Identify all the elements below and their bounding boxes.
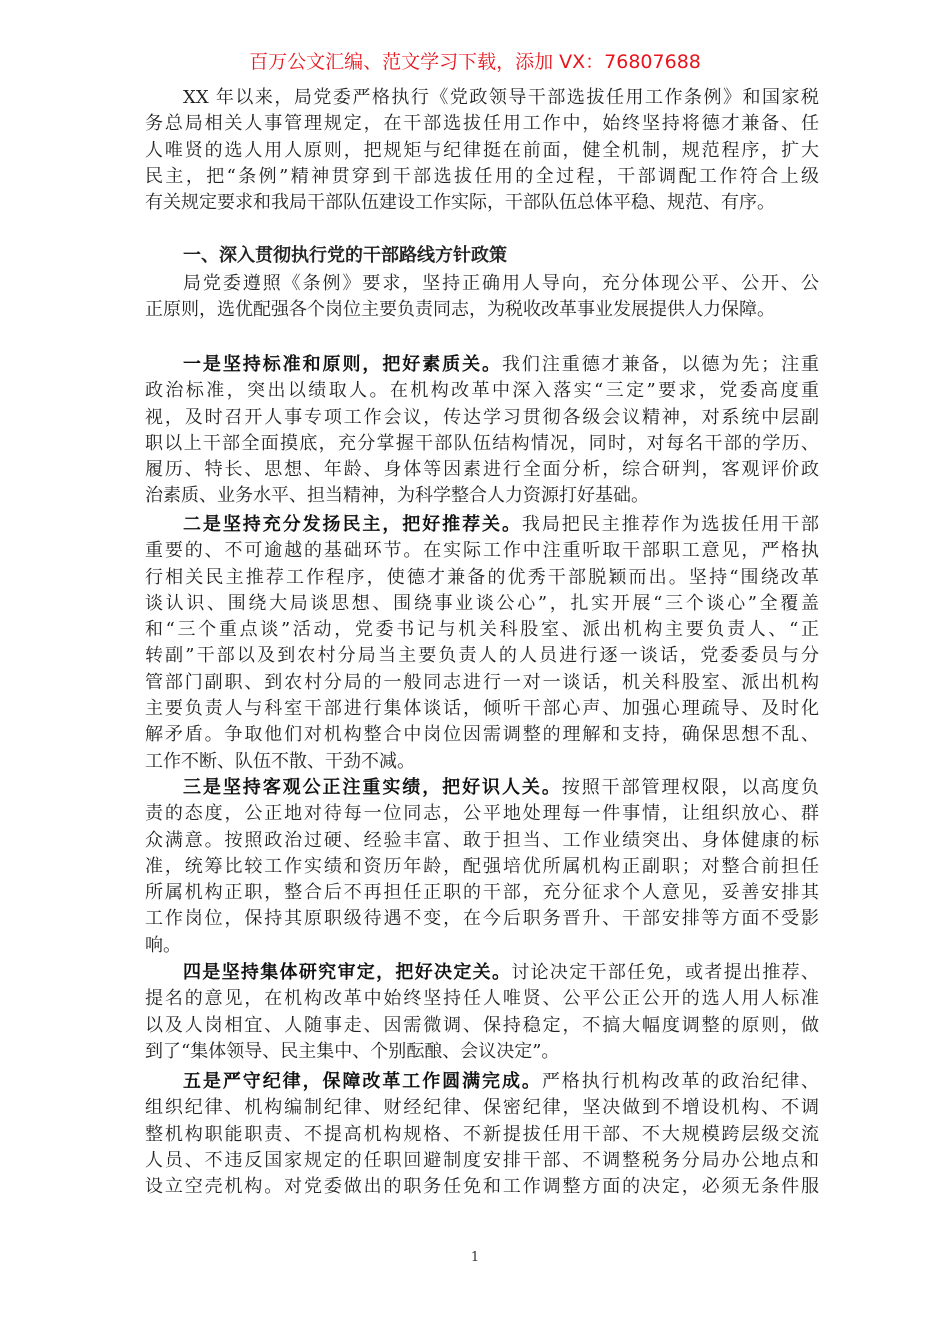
text-line	[145, 643, 819, 669]
line-text: 以及人岗相宜、人随事走、因需微调、保持稳定，不搞大幅度调整的原则，做	[145, 1014, 819, 1036]
line-text: 严格执行机构改革的政治纪律、	[541, 1071, 820, 1092]
text-line	[145, 538, 819, 564]
bold-lead-text: 一是坚持标准和原则，把好素质关。	[183, 354, 502, 375]
page-number: 1	[470, 1250, 480, 1265]
line-text: 行相关民主推荐工作程序，使德才兼备的优秀干部脱颖而出。坚持“围绕改革	[145, 566, 819, 588]
text-line	[145, 880, 819, 906]
line-text: 讨论决定干部任免，或者提出推荐、	[511, 962, 819, 983]
bold-lead-text: 五是严守纪律，保障改革工作圆满完成。	[183, 1071, 542, 1092]
line-text: 转副”干部以及到农村分局当主要负责人的人员进行逐一谈话，党委委员与分	[145, 645, 819, 667]
line-text: 主要负责人与科室干部进行集体谈话，倾听干部心声、加强心理疏导、及时化	[145, 698, 819, 720]
text-line	[145, 190, 819, 216]
text-line	[145, 565, 819, 591]
line-text: 民主，把“条例”精神贯穿到干部选拔任用的全过程，干部调配工作符合上级	[145, 165, 819, 187]
line-text: 重要的、不可逾越的基础环节。在实际工作中注重听取干部职工意见，严格执	[145, 540, 819, 562]
text-line	[145, 749, 819, 775]
line-text: 设立空壳机构。对党委做出的职务任免和工作调整方面的决定，必须无条件服	[145, 1176, 819, 1198]
point-1-paragraph	[145, 352, 819, 510]
line-text: 谈认识、围绕大局谈思想、围绕事业谈公心”，扎实开展“三个谈心”全覆盖	[145, 592, 819, 614]
line-text: 响。	[145, 934, 181, 956]
line-text: 管部门副职、到农村分局的一般同志进行一对一谈话，机关科股室、派出机构	[145, 671, 819, 693]
line-text: 解矛盾。争取他们对机构整合中岗位因需调整的理解和支持，确保思想不乱、	[145, 724, 819, 746]
text-line	[145, 512, 819, 538]
text-line	[145, 696, 819, 722]
text-line	[145, 352, 819, 378]
line-text: 工作不断、队伍不散、干劲不减。	[145, 750, 415, 772]
line-text: 和“三个重点谈”活动，党委书记与机关科股室、派出机构主要负责人、“正	[145, 619, 819, 641]
line-text: 治素质、业务水平、担当精神，为科学整合人力资源打好基础。	[145, 485, 649, 507]
text-line	[145, 1039, 819, 1065]
text-line	[145, 854, 819, 880]
line-text: 整机构职能职责、不提高机构规格、不新提拔任用干部、不大规模跨层级交流	[145, 1123, 819, 1145]
text-line	[145, 111, 819, 137]
text-line	[145, 1148, 819, 1174]
line-text: 我局把民主推荐作为选拔任用干部	[521, 514, 820, 535]
text-line	[145, 483, 819, 509]
bold-lead-text: 四是坚持集体研究审定，把好决定关。	[183, 962, 512, 983]
line-text: 政治标准，突出以绩取人。在机构改革中深入落实“三定”要求，党委高度重	[145, 380, 819, 402]
text-line	[145, 591, 819, 617]
line-text: 我们注重德才兼备，以德为先；注重	[501, 354, 819, 375]
text-line	[145, 775, 819, 801]
text-line	[145, 1069, 819, 1095]
line-text: 有关规定要求和我局干部队伍建设工作实际，干部队伍总体平稳、规范、有序。	[145, 192, 775, 214]
line-text: 组织纪律、机构编制纪律、财经纪律、保密纪律，坚决做到不增设机构、不调	[145, 1097, 819, 1119]
text-line	[145, 378, 819, 404]
line-text: 务总局相关人事管理规定，在干部选拔任用工作中，始终坚持将德才兼备、任	[145, 113, 819, 135]
line-text: 所属机构正职，整合后不再担任正职的干部，充分征求个人意见，妥善安排其	[145, 882, 819, 904]
line-text: 局党委遵照《条例》要求，坚持正确用人导向，充分体现公平、公开、公	[183, 273, 819, 294]
point-2-paragraph	[145, 512, 819, 775]
text-line	[145, 405, 819, 431]
line-text: 准，统筹比较工作实绩和资历年龄，配强培优所属机构正副职；对整合前担任	[145, 855, 819, 877]
text-line	[145, 828, 819, 854]
text-line	[145, 457, 819, 483]
line-text: 职以上干部全面摸底，充分掌握干部队伍结构情况，同时，对每名干部的学历、	[145, 432, 819, 454]
line-text: 按照干部管理权限，以高度负	[561, 777, 820, 798]
watermark-banner: 百万公文汇编、范文学习下载，添加 VX：76807688	[249, 51, 701, 73]
text-line	[145, 1122, 819, 1148]
line-text: 视，及时召开人事专项工作会议，传达学习贯彻各级会议精神，对系统中层副	[145, 406, 819, 428]
section-intro-paragraph	[145, 271, 819, 324]
line-text: 正原则，选优配强各个岗位主要负责同志，为税收改革事业发展提供人力保障。	[145, 299, 775, 321]
intro-paragraph	[145, 85, 819, 216]
line-text: 众满意。按照政治过硬、经验丰富、敢于担当、工作业绩突出、身体健康的标	[145, 829, 819, 851]
text-line	[145, 986, 819, 1012]
text-line	[145, 933, 819, 959]
line-text: 人唯贤的选人用人原则，把规矩与纪律挺在前面，健全机制，规范程序，扩大	[145, 139, 819, 161]
text-line	[145, 271, 819, 297]
section-heading: 一、深入贯彻执行党的干部路线方针政策	[183, 245, 507, 266]
point-5-paragraph	[145, 1069, 819, 1200]
text-line	[145, 138, 819, 164]
text-line	[145, 164, 819, 190]
line-text: 工作岗位，保持其原职级待遇不变，在今后职务晋升、干部安排等方面不受影	[145, 908, 819, 930]
text-line	[145, 431, 819, 457]
text-line	[145, 617, 819, 643]
text-line	[145, 1095, 819, 1121]
line-text: 履历、特长、思想、年龄、身体等因素进行全面分析，综合研判，客观评价政	[145, 459, 819, 481]
line-text: 责的态度，公正地对待每一位同志，公平地处理每一件事情，让组织放心、群	[145, 803, 819, 825]
text-line	[145, 1013, 819, 1039]
point-4-paragraph	[145, 960, 819, 1065]
line-text: 提名的意见，在机构改革中始终坚持任人唯贤、公平公正公开的选人用人标准	[145, 988, 819, 1010]
text-line	[145, 670, 819, 696]
bold-lead-text: 二是坚持充分发扬民主，把好推荐关。	[183, 514, 522, 535]
text-line	[145, 960, 819, 986]
text-line	[145, 722, 819, 748]
line-text: XX 年以来，局党委严格执行《党政领导干部选拔任用工作条例》和国家税	[183, 87, 819, 108]
line-text: 人员、不违反国家规定的任职回避制度安排干部、不调整税务分局办公地点和	[145, 1149, 819, 1171]
text-line	[145, 801, 819, 827]
point-3-paragraph	[145, 775, 819, 959]
text-line	[145, 906, 819, 932]
text-line	[145, 1174, 819, 1200]
text-line	[145, 85, 819, 111]
bold-lead-text: 三是坚持客观公正注重实绩，把好识人关。	[183, 777, 562, 798]
text-line	[145, 297, 819, 323]
line-text: 到了“集体领导、民主集中、个别酝酿、会议决定”。	[145, 1040, 560, 1062]
